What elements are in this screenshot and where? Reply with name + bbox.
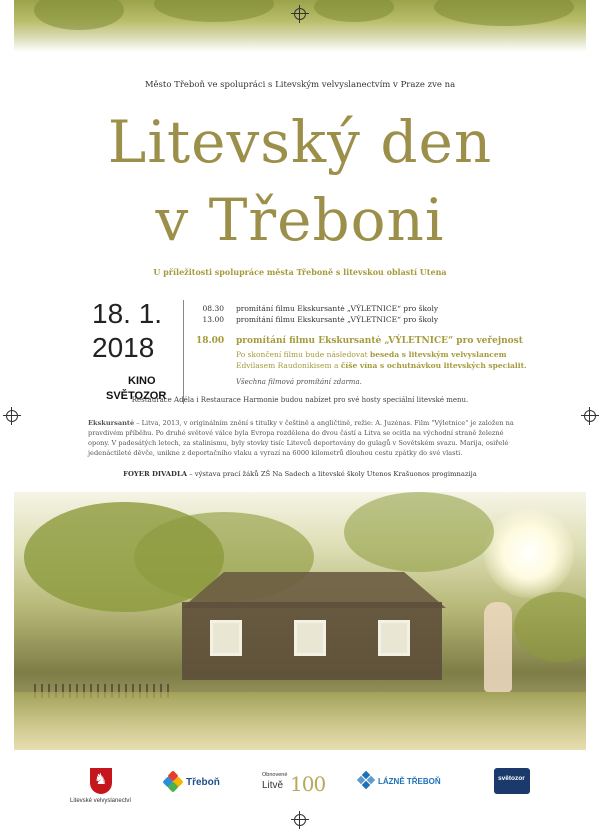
obnovene-text: Obnovené bbox=[262, 772, 288, 778]
house-window bbox=[210, 620, 242, 656]
divider-line bbox=[183, 300, 184, 404]
film-description-title: Ekskursantė bbox=[88, 419, 135, 427]
schedule-time-1: 08.30 bbox=[202, 304, 224, 313]
free-note: Všechna filmová promítání zdarma. bbox=[236, 378, 362, 386]
lithuania-100-text: 100 bbox=[290, 772, 326, 796]
house-photo bbox=[14, 492, 586, 750]
lazne-trebon-text: LÁZNĚ TŘEBOŇ bbox=[378, 777, 441, 786]
embassy-label: Litevské velvyslanectví bbox=[70, 798, 132, 804]
registration-mark-right bbox=[584, 410, 596, 422]
schedule-text-2: promítání filmu Ekskursantė „VÝLETNICE“ pro školy bbox=[236, 315, 439, 324]
registration-mark-left bbox=[6, 410, 18, 422]
intro-text: Město Třeboň ve spolupráci s Litevským velvyslanectvím v Praze zve na bbox=[144, 80, 456, 90]
highlight-text: promítání filmu Ekskursantė „VÝLETNICE“ pro veřejnost bbox=[236, 336, 523, 346]
foyer-note-bold: FOYER DIVADLA bbox=[123, 470, 188, 478]
after-film-line-2-bold: číše vína s ochutnávkou litevských specialit. bbox=[340, 361, 527, 370]
after-film-line-1-pre: Po skončení filmu bude následovat bbox=[236, 350, 371, 359]
event-date-day: 18. 1. bbox=[92, 298, 163, 329]
lithuania-coat-of-arms-icon bbox=[90, 768, 112, 794]
venue-line-1: KINO bbox=[128, 375, 156, 387]
lazne-trebon-logo-icon bbox=[358, 772, 374, 788]
house-window bbox=[294, 620, 326, 656]
foyer-note bbox=[0, 470, 600, 478]
film-description-text: – Litva, 2013, v originálním znění s titulky v češtině a angličtině, režie: A. Juzėnas. Film "Výletnice" je založen na pravdivém příběhu. Po druhé světové válce byla Evropa rozdělena do dvou částí a Litva se ocitla na východní straně železné opony. V padesátých letech, za stalinismu, byly stovky tisíc Litevců deportovány do gulagů v Sovětském svazu. Marija, osiřelé jedenáctileté děvče, unikne z deportačního vlaku a vyrazí na 6000 kilometrů dlouhou cestu zpátky do své vlasti. bbox=[88, 419, 514, 457]
after-film-line-1 bbox=[236, 349, 507, 360]
highlight-time: 18.00 bbox=[196, 336, 225, 346]
foyer-note-text: – výstava prací žáků ZŠ Na Sadech a litevské školy Utenos Krašuonos progimnazija bbox=[187, 470, 477, 478]
registration-mark-bottom bbox=[294, 814, 306, 826]
litve-text: Litvě bbox=[262, 780, 284, 791]
registration-mark-top bbox=[294, 8, 306, 20]
after-film-line-1-bold: beseda s litevským velvyslancem bbox=[370, 350, 507, 359]
subtitle: U příležitosti spolupráce města Třeboně s litevskou oblastí Utena bbox=[153, 267, 447, 277]
schedule-time-2: 13.00 bbox=[202, 315, 224, 324]
film-description bbox=[88, 418, 516, 458]
svetozor-logo-text: světozor bbox=[498, 775, 525, 782]
after-film-line-2 bbox=[236, 360, 527, 371]
venue-line-2: SVĚTOZOR bbox=[106, 390, 167, 402]
house-window bbox=[378, 620, 410, 656]
restaurants-note: Restaurace Adéla i Restaurace Harmonie budou nabízet pro své hosty speciální litevské menu. bbox=[131, 396, 469, 404]
girl-figure bbox=[484, 602, 512, 692]
event-date-year: 2018 bbox=[92, 332, 155, 363]
grass bbox=[14, 692, 586, 750]
sun-glow bbox=[484, 508, 574, 598]
title-line-2: v Třeboni bbox=[155, 186, 445, 254]
after-film-line-2-pre: Edvilasem Raudonikisem a bbox=[236, 361, 341, 370]
title-line-1: Litevský den bbox=[107, 108, 493, 176]
schedule-text-1: promítání filmu Ekskursantė „VÝLETNICE“ pro školy bbox=[236, 304, 439, 313]
trebon-logo-text: Třeboň bbox=[186, 777, 220, 788]
trebon-logo-icon bbox=[164, 772, 182, 790]
